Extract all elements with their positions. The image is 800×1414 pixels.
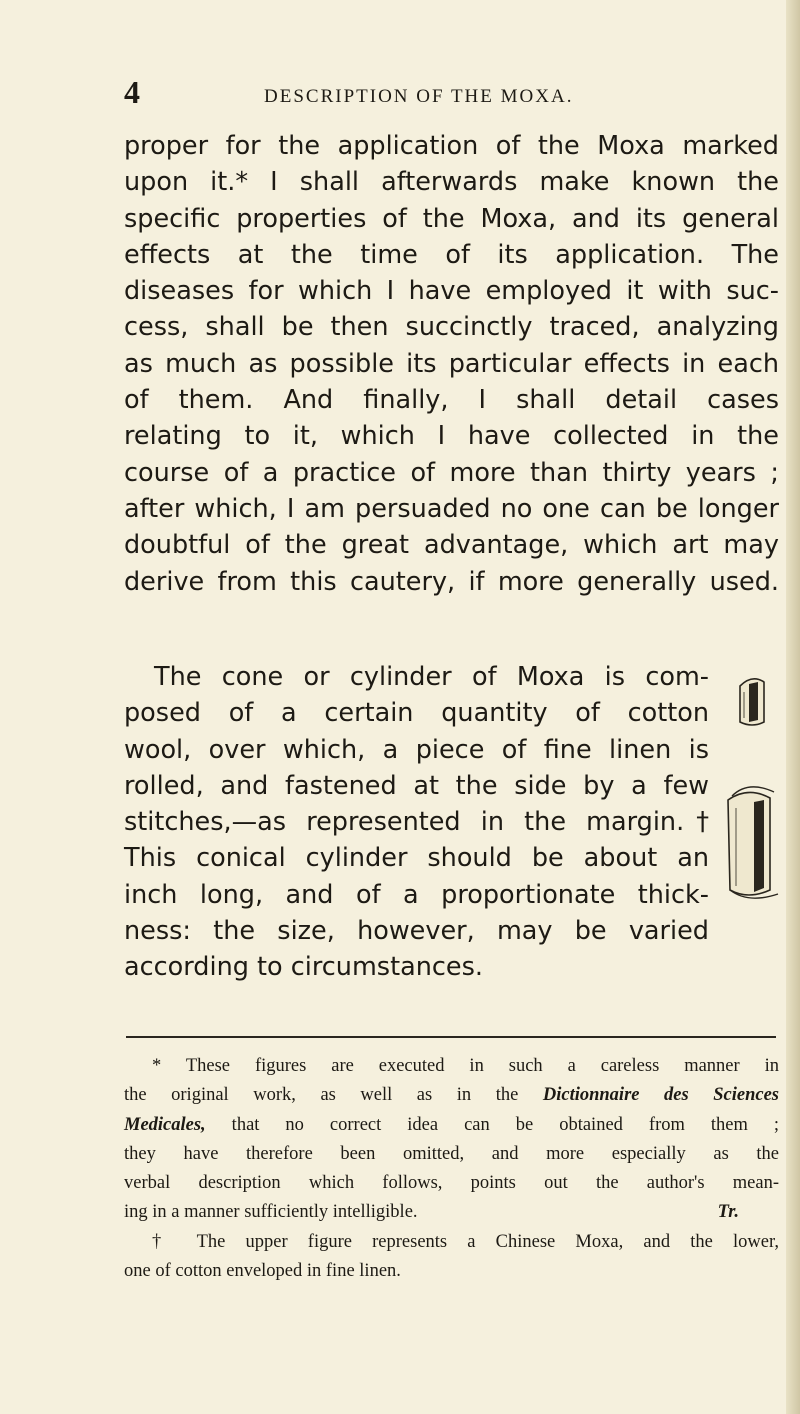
footnote-line: † The upper figure represents a Chinese Moxa, and the lower, [152,1231,779,1252]
text-line: upon it.* I shall afterwards make known the [124,167,779,198]
text-line: cess, shall be then succinctly traced, analyzing [124,312,779,343]
moxa-illustration [718,668,790,918]
footnote-text: the original work, as well as in the [124,1085,543,1106]
text-line: after which, I am persuaded no one can be longer [124,493,779,524]
page-number: 4 [124,74,140,110]
work-title: Dictionnaire des Sciences [542,1085,780,1106]
footnote-2 [124,1228,779,1287]
text-line: specific properties of the Moxa, and its general [124,203,779,234]
text-line: posed of a certain quantity of cotton [124,698,709,729]
footnote-text: that no correct idea can be obtained from them ; [205,1114,779,1135]
text-line: rolled, and fastened at the side by a few [124,770,709,801]
footnote-1 [124,1052,779,1228]
text-line: relating to it, which I have collected in the [124,421,779,452]
text-line: effects at the time of its application. The [124,239,779,270]
footnote-line: verbal description which follows, points out the author's mean- [124,1173,779,1194]
footnote-line: one of cotton enveloped in fine linen. [124,1261,401,1282]
text-line: This conical cylinder should be about an [124,843,709,874]
footnotes [124,1052,779,1286]
text-line: stitches,—as represented in the margin.† [124,807,709,838]
footnote-line: they have therefore been omitted, and more especially as the [124,1143,779,1164]
footnote-line [124,1111,779,1140]
text-line: ness: the size, however, may be varied [124,916,709,947]
text-line: as much as possible its particular effects in each [124,348,779,379]
paragraph-2 [124,659,709,986]
text-line: doubtful of the great advantage, which art may [124,530,779,561]
text-line: proper for the application of the Moxa marked [124,131,779,161]
running-title: DESCRIPTION OF THE MOXA. [264,86,574,107]
text-line: of them. And finally, I shall detail cases [124,385,779,416]
page-header [124,74,784,114]
text-line: The cone or cylinder of Moxa is com- [154,662,709,692]
text-line: diseases for which I have employed it with suc- [124,276,779,307]
footnote-text: ing in a manner sufficiently intelligible. [124,1202,418,1223]
translator-signature: Tr. [717,1202,739,1223]
text-line: derive from this cautery, if more generally used. [124,566,779,597]
paragraph-1 [124,128,779,600]
chinese-moxa-figure [740,679,764,725]
text-line: wool, over which, a piece of fine linen is [124,734,709,765]
text-line: course of a practice of more than thirty years ; [124,457,779,488]
footnote-line [124,1081,779,1110]
work-title: Medicales, [124,1114,206,1135]
text-line: according to circumstances. [124,952,483,983]
text-line: inch long, and of a proportionate thick- [124,879,709,910]
footnote-line [124,1198,779,1227]
footnote-rule [126,1036,776,1038]
footnote-line: * These figures are executed in such a careless manner in [152,1056,779,1076]
cotton-moxa-figure [728,787,778,898]
